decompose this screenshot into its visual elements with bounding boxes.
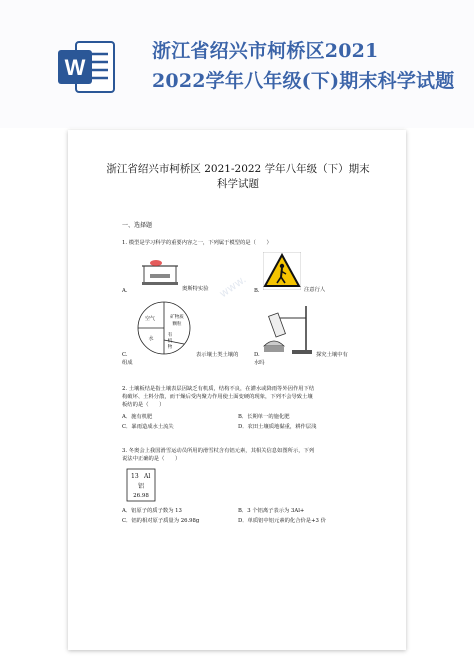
document-title: [88, 162, 388, 192]
q2-option-b: B．长期单一的施化肥: [238, 414, 290, 420]
q3-stem-line-2: 说法中正确的是（ ）: [122, 456, 181, 462]
svg-text:26.98: 26.98: [133, 493, 149, 499]
q1-option-c-text: 表示壤土类土壤的: [196, 352, 239, 358]
q1-option-d-text-2: 水吗: [254, 360, 265, 366]
q1-option-d-label: D.: [254, 352, 260, 358]
q1-option-b-text: 注意行人: [304, 287, 326, 293]
q1-option-c-label: C.: [122, 352, 128, 358]
svg-text:物: 物: [167, 345, 173, 350]
q1-option-d-text: 探究土壤中有: [316, 352, 348, 358]
svg-text:空气: 空气: [144, 316, 156, 322]
q3-option-d: D．单质铝中铝元素的化合价是+3 价: [238, 518, 326, 524]
soil-composition-pie-icon: [136, 300, 192, 356]
soil-water-experiment-icon: [258, 302, 312, 356]
svg-text:机: 机: [167, 339, 173, 344]
svg-text:Al: Al: [144, 473, 151, 480]
document-title-line-2: 科学试题: [217, 178, 259, 190]
banner-title-line-1: 浙江省绍兴市柯桥区2021: [152, 40, 379, 62]
banner-title: [152, 36, 468, 96]
svg-text:颗粒: 颗粒: [172, 322, 182, 327]
q1-option-a-label: A.: [122, 288, 128, 294]
q3-option-b: B．3 个铝离子表示为 3Al+: [238, 508, 305, 514]
q1-option-c-text-2: 组成: [122, 360, 133, 366]
watermark: www.: [216, 272, 249, 301]
q1-option-a-text: 奥斯特实验: [182, 286, 209, 292]
section-heading: 一、选择题: [122, 222, 153, 229]
q1-option-b-label: B.: [254, 288, 260, 294]
word-file-icon: [56, 36, 118, 98]
document-page: [68, 130, 406, 650]
q3-option-a: A．铝原子的质子数为 13: [122, 508, 182, 514]
q1-stem: 1. 模型是学习科学的重要内容之一，下列属于模型的是（ ）: [122, 240, 272, 246]
svg-text:W: W: [64, 55, 86, 80]
pedestrian-warning-sign-icon: [263, 252, 301, 290]
banner-title-line-2: 2022学年八年级(下)期末科学试题: [152, 70, 455, 92]
q3-option-c: C．铝的相对原子质量为 26.98g: [122, 518, 200, 524]
aluminum-element-tile-icon: [126, 468, 156, 502]
q2-stem-line-2: 构破坏、土料分散，而干燥后受内聚力作用使土面变硬的现象，下列不会导致土壤: [122, 394, 313, 400]
q2-stem-line-1: 2. 土壤板结是指土壤表层因缺乏有机质，结构不良，在灌水或降雨等外因作用下结: [122, 386, 315, 392]
q2-option-d: D．农田土壤质地黏重，耕作层浅: [238, 424, 317, 430]
q2-stem-line-3: 板结的是（ ）: [122, 402, 165, 408]
top-banner: [0, 0, 474, 128]
q3-stem-line-1: 3. 冬奥会上我国滑雪运动员所用的滑雪杖含有铝元素，其相关信息如图所示，下列: [122, 448, 315, 454]
svg-text:有: 有: [167, 333, 173, 338]
q2-option-a: A．施有机肥: [122, 414, 153, 420]
document-title-line-1: 浙江省绍兴市柯桥区 2021-2022 学年八年级（下）期末: [106, 163, 370, 175]
svg-text:铝: 铝: [137, 483, 145, 490]
q2-option-c: C．暴雨造成水土流失: [122, 424, 174, 430]
oersted-experiment-icon: [138, 254, 182, 288]
svg-text:13: 13: [131, 473, 139, 480]
svg-text:矿物质: 矿物质: [170, 315, 184, 320]
svg-text:水: 水: [148, 336, 154, 342]
